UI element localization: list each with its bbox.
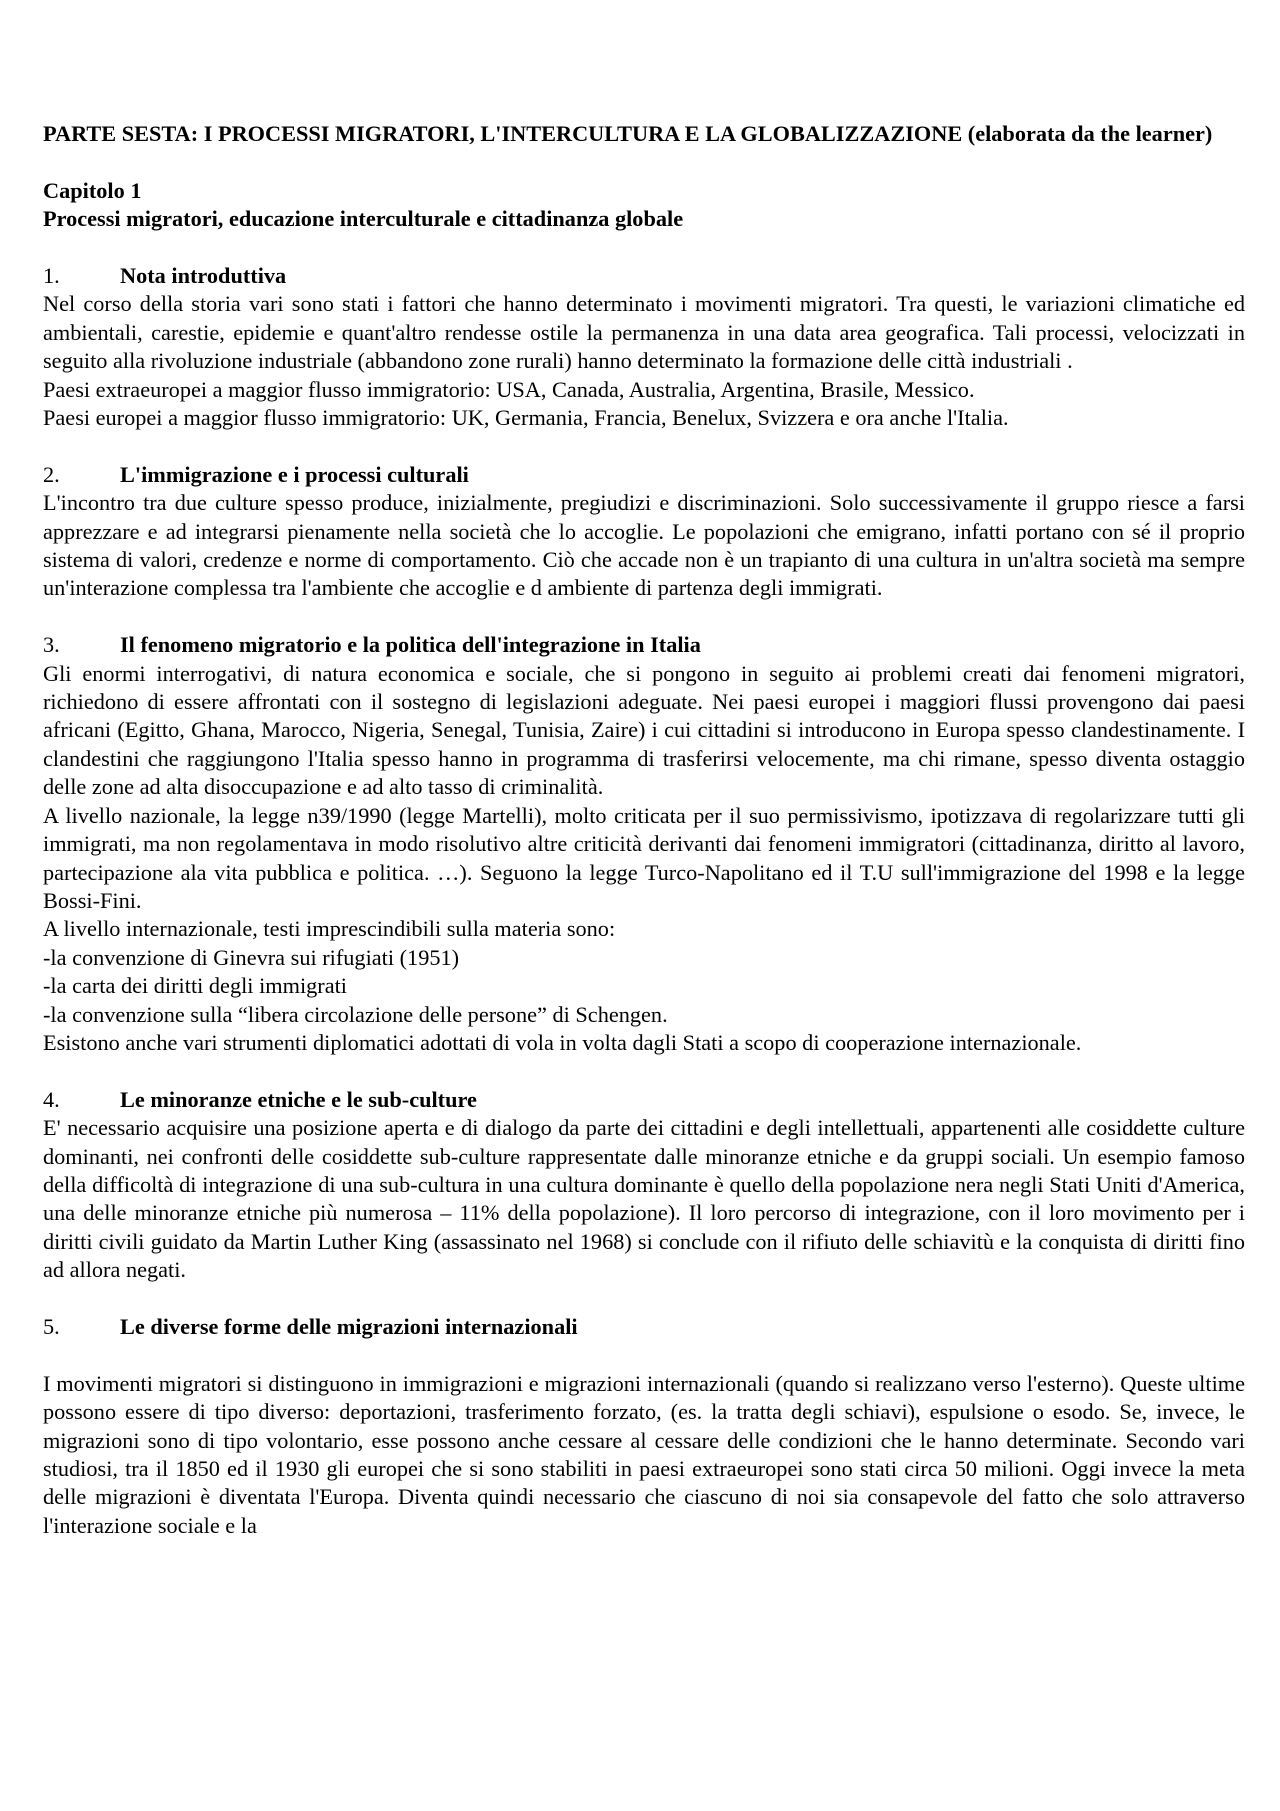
section-title: L'immigrazione e i processi culturali bbox=[120, 461, 469, 487]
spacer bbox=[43, 432, 1245, 460]
paragraph: Gli enormi interrogativi, di natura economica e sociale, che si pongono in seguito ai problemi creati dai fenomeni migratori, richiedono di essere affrontati con il sostegno di legislazioni adeguate. Nei paesi europei i maggiori flussi provengono dai paesi africani (Egitto, Ghana, Marocco, Nigeria, Senegal, Tunisia, Zaire) i cui cittadini si introducono in Europa spesso clandestinamente. I clandestini che raggiungono l'Italia spesso hanno in programma di trasferirsi velocemente, ma chi rimane, spesso diventa ostaggio delle zone ad alta disoccupazione e ad alto tasso di criminalità. bbox=[43, 660, 1245, 800]
section-heading bbox=[43, 631, 1245, 659]
paragraph: Esistono anche vari strumenti diplomatici adottati di vola in volta dagli Stati a scopo di cooperazione internazionale. bbox=[43, 1029, 1082, 1055]
paragraph: E' necessario acquisire una posizione aperta e di dialogo da parte dei cittadini e degli intellettuali, appartenenti alle cosiddette culture dominanti, nei confronti delle cosiddette sub-culture rappresentate dalle minoranze etniche e da gruppi sociali. Un esempio famoso della difficoltà di integrazione di una sub-cultura in una cultura dominante è quello della popolazione nera negli Stati Uniti d'America, una delle minoranze etniche più numerosa – 11% della popolazione). Il loro percorso di integrazione, con il loro movimento per i diritti civili guidato da Martin Luther King (assassinato nel 1968) si conclude con il rifiuto delle schiavitù e la conquista di diritti fino ad allora negati. bbox=[43, 1115, 1245, 1283]
spacer bbox=[43, 1285, 1245, 1313]
paragraph: Paesi europei a maggior flusso immigratorio: UK, Germania, Francia, Benelux, Svizzera e ora anche l'Italia. bbox=[43, 405, 1009, 431]
section-title: Nota introduttiva bbox=[120, 263, 287, 288]
spacer bbox=[43, 603, 1245, 631]
section-title: Il fenomeno migratorio e la politica dell'integrazione in Italia bbox=[120, 632, 701, 658]
paragraph: I movimenti migratori si distinguono in immigrazioni e migrazioni internazionali (quando si realizzano verso l'esterno). Queste ultime possono essere di tipo diverso: deportazioni, trasferimento forzato, (es. la tratta degli schiavi), espulsione o esodo. Se, invece, le migrazioni sono di tipo volontario, esse possono anche cessare al cessare delle condizioni che le hanno determinate. Secondo vari studiosi, tra il 1850 ed il 1930 gli europei che si sono stabiliti in paesi extraeuropei sono stati circa 50 milioni. Oggi invece la meta delle migrazioni è diventata l'Europa. Diventa quindi necessario che ciascuno di noi sia consapevole del fatto che solo attraverso l'interazione sociale e la bbox=[43, 1370, 1245, 1538]
section-number: 5. bbox=[43, 1313, 60, 1339]
section-number: 2. bbox=[43, 461, 60, 487]
section-heading bbox=[43, 1313, 1245, 1341]
paragraph: A livello nazionale, la legge n39/1990 (legge Martelli), molto criticata per il suo permissivismo, ipotizzava di regolarizzare tutti gli immigrati, ma non regolamentava in modo risolutivo altre criticità derivanti dai fenomeni immigratori (cittadinanza, diritto al lavoro, partecipazione ala vita pubblica e politica. …). Seguono la legge Turco-Napolitano ed il T.U sull'immigrazione del 1998 e la legge Bossi-Fini. bbox=[43, 802, 1245, 913]
section-title: Le minoranze etniche e le sub-culture bbox=[120, 1086, 477, 1112]
section-number: 3. bbox=[43, 632, 60, 658]
list-item: -la convenzione di Ginevra sui rifugiati (1951) bbox=[43, 944, 460, 970]
spacer bbox=[43, 1057, 1245, 1085]
paragraph: Nel corso della storia vari sono stati i fattori che hanno determinato i movimenti migratori. Tra questi, le variazioni climatiche ed ambientali, carestie, epidemie e quant'altro rendesse ostile la permanenza in una data area geografica. Tali processi, velocizzati in seguito alla rivoluzione industriale (abbandono zone rurali) hanno determinato la formazione delle città industriali . bbox=[43, 291, 1245, 374]
paragraph: Paesi extraeuropei a maggior flusso immigratorio: USA, Canada, Australia, Argentina, Brasile, Messico. bbox=[43, 376, 975, 402]
document-page bbox=[43, 120, 1245, 1540]
chapter-label: Capitolo 1 bbox=[43, 177, 142, 203]
spacer bbox=[43, 234, 1245, 262]
section-heading bbox=[43, 1086, 1245, 1114]
chapter-title: Processi migratori, educazione interculturale e cittadinanza globale bbox=[43, 206, 684, 232]
section-heading bbox=[43, 262, 1245, 290]
section-heading bbox=[43, 461, 1245, 489]
list-item: -la convenzione sulla “libera circolazione delle persone” di Schengen. bbox=[43, 1001, 668, 1027]
list-item: -la carta dei diritti degli immigrati bbox=[43, 973, 348, 999]
paragraph: L'incontro tra due culture spesso produce, inizialmente, pregiudizi e discriminazioni. Solo successivamente il gruppo riesce a farsi apprezzare e ad integrarsi pienamente nella società che lo accoglie. Le popolazioni che emigrano, infatti portano con sé il proprio sistema di valori, credenze e norme di comportamento. Ciò che accade non è un trapianto di una cultura in un'altra società ma sempre un'interazione complessa tra l'ambiente che accoglie e d ambiente di partenza degli immigrati. bbox=[43, 490, 1245, 601]
spacer bbox=[43, 148, 1245, 176]
paragraph: A livello internazionale, testi imprescindibili sulla materia sono: bbox=[43, 916, 616, 942]
document-title: PARTE SESTA: I PROCESSI MIGRATORI, L'INTERCULTURA E LA GLOBALIZZAZIONE (elaborata da the learner) bbox=[43, 121, 1213, 146]
section-title: Le diverse forme delle migrazioni internazionali bbox=[120, 1313, 578, 1339]
section-number: 4. bbox=[43, 1086, 60, 1112]
spacer bbox=[43, 1341, 1245, 1369]
section-number: 1. bbox=[43, 263, 60, 288]
